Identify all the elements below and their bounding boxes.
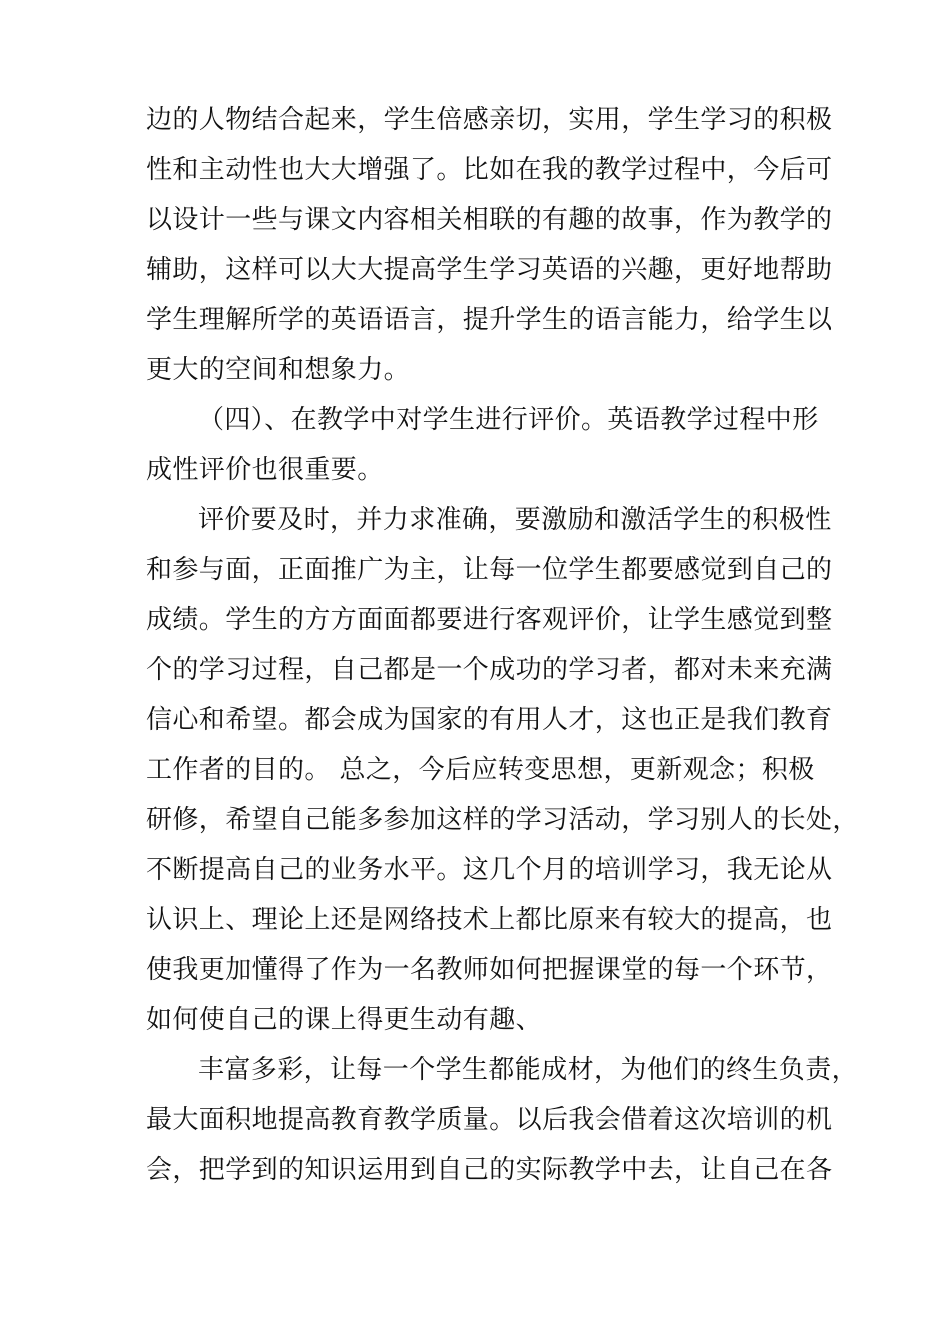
text-line: 使我更加懂得了作为一名教师如何把握课堂的每一个环节，	[146, 955, 833, 985]
text-line: 性和主动性也大大增强了。比如在我的教学过程中，今后可	[146, 155, 833, 185]
paragraph-start-line: 丰富多彩，让每一个学生都能成材，为他们的终生负责，	[198, 1055, 859, 1085]
text-line: 和参与面，正面推广为主，让每一位学生都要感觉到自己的	[146, 555, 833, 585]
text-line: 最大面积地提高教育教学质量。以后我会借着这次培训的机	[146, 1105, 833, 1135]
section-heading-line: （四）、在教学中对学生进行评价。英语教学过程中形	[198, 405, 819, 435]
text-line: 信心和希望。都会成为国家的有用人才，这也正是我们教育	[146, 705, 833, 735]
text-line: 认识上、理论上还是网络技术上都比原来有较大的提高，也	[146, 905, 833, 935]
body-text	[146, 95, 859, 1195]
text-line: 以设计一些与课文内容相关相联的有趣的故事，作为教学的	[146, 205, 833, 235]
text-line: 学生理解所学的英语语言，提升学生的语言能力，给学生以	[146, 305, 833, 335]
text-line: 不断提高自己的业务水平。这几个月的培训学习，我无论从	[146, 855, 833, 885]
text-line: 工作者的目的。 总之，今后应转变思想，更新观念；积极	[146, 755, 815, 785]
text-line: 研修，希望自己能多参加这样的学习活动，学习别人的长处，	[146, 805, 859, 835]
text-line: 边的人物结合起来，学生倍感亲切，实用，学生学习的积极	[146, 105, 833, 135]
paragraph-start-line: 评价要及时，并力求准确，要激励和激活学生的积极性	[198, 505, 832, 535]
text-line: 成性评价也很重要。	[146, 455, 384, 485]
text-line: 会，把学到的知识运用到自己的实际教学中去，让自己在各	[146, 1155, 833, 1185]
text-line: 如何使自己的课上得更生动有趣、	[146, 1005, 543, 1035]
text-line: 成绩。学生的方方面面都要进行客观评价，让学生感觉到整	[146, 605, 833, 635]
text-line: 辅助，这样可以大大提高学生学习英语的兴趣，更好地帮助	[146, 255, 833, 285]
text-line: 个的学习过程，自己都是一个成功的学习者，都对未来充满	[146, 655, 833, 685]
text-line: 更大的空间和想象力。	[146, 355, 411, 385]
